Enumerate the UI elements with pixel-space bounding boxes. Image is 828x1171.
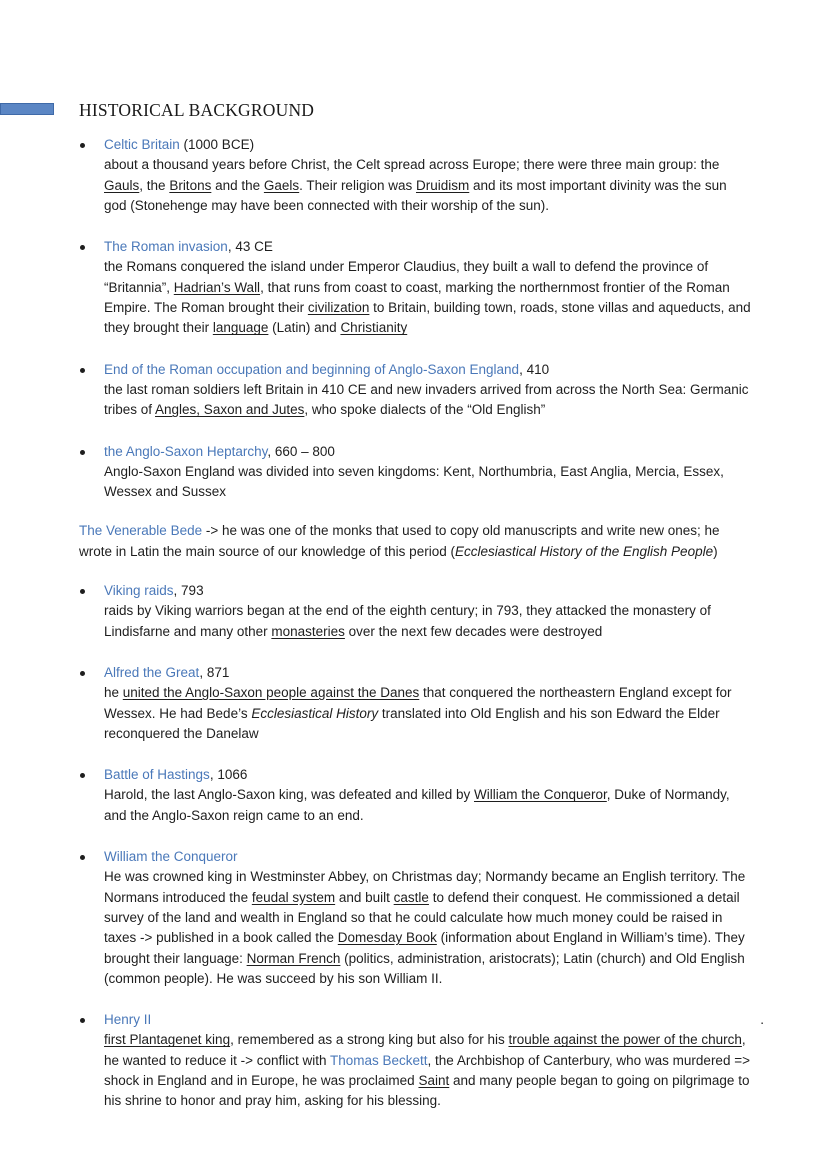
item-body: [104, 867, 751, 989]
item-body: [104, 462, 751, 503]
body-text: , remembered as a strong king but also for his: [230, 1032, 509, 1048]
body-text: and the: [211, 177, 264, 193]
list-item-celtic-britain: [79, 135, 751, 216]
list-item-battle-of-hastings: [79, 765, 751, 826]
underlined-term: feudal system: [251, 889, 336, 905]
underlined-term: castle: [393, 889, 429, 905]
item-title-line: [104, 663, 751, 683]
heading-marker: [0, 103, 54, 115]
item-title-line: [104, 135, 751, 155]
underlined-term: Angles, Saxon and Jutes: [155, 402, 305, 418]
body-text: about a thousand years before Christ, the Celt spread across Europe; there were three main group: the: [104, 157, 720, 173]
list-item-end-roman-occupation: [79, 360, 751, 421]
item-title: Henry II: [104, 1012, 152, 1028]
italic-title: Ecclesiastical History of the English People: [454, 543, 714, 559]
body-text: (information about England in William’s time). They brought their language:: [104, 930, 745, 966]
list-item-roman-invasion: [79, 237, 751, 338]
underlined-term: Gauls: [104, 177, 140, 193]
body-text: the Romans conquered the island under Emperor Claudius, they built a wall to defend the province of “Britannia”,: [104, 259, 709, 295]
underlined-term: Domesday Book: [337, 930, 437, 946]
bullet: [80, 245, 85, 250]
underlined-term: civilization: [307, 300, 370, 316]
underlined-term: united the Anglo-Saxon people against the Danes: [122, 685, 420, 701]
body-text: and its most important divinity was the sun god (Stonehenge may have been connected with their worship of the sun).: [104, 177, 727, 213]
underlined-term: first Plantagenet king: [104, 1032, 231, 1048]
body-text: (Latin) and: [268, 320, 341, 336]
item-body: [104, 257, 751, 338]
list-item-viking-raids: [79, 581, 751, 642]
body-text: and built: [335, 889, 394, 905]
body-text: He was crowned king in Westminster Abbey, on Christmas day; Normandy became an English territory. The Normans introduced the: [104, 869, 746, 905]
item-title-line: [104, 581, 751, 601]
bullet: [80, 671, 85, 676]
underlined-term: William the Conqueror: [473, 787, 607, 803]
item-body: [104, 785, 751, 826]
body-text: (politics, administration, aristocrats); Latin (church) and Old English (common people). He was succeed by his son William II.: [104, 950, 745, 986]
body-text: Anglo-Saxon England was divided into seven kingdoms: Kent, Northumbria, East Anglia, Mercia, Essex, Wessex and Sussex: [104, 463, 724, 500]
body-text: , Duke of Normandy, and the Anglo-Saxon reign came to an end.: [104, 787, 730, 823]
underlined-term: Saint: [418, 1072, 450, 1088]
bede-paragraph: [79, 521, 751, 562]
underlined-term: Hadrian’s Wall: [173, 279, 261, 295]
item-title-line: [104, 237, 751, 257]
item-date: , 871: [199, 664, 230, 680]
item-title: End of the Roman occupation and beginning of Anglo-Saxon England: [104, 361, 520, 377]
page-heading: HISTORICAL BACKGROUND: [79, 100, 315, 120]
italic-title: Ecclesiastical History: [251, 705, 379, 721]
item-date: , 660 – 800: [267, 443, 335, 459]
body-text: raids by Viking warriors began at the end of the eighth century; in 793, they attacked the monastery of Lindisfarne and many other: [104, 603, 711, 639]
item-body: [104, 601, 751, 642]
item-date: , 793: [173, 583, 204, 599]
item-body: [104, 683, 751, 744]
body-text: , he wanted to reduce it -> conflict with: [104, 1032, 746, 1068]
body-text: , the Archbishop of Canterbury, who was murdered => shock in England and in Europe, he was proclaimed: [104, 1052, 750, 1088]
underlined-term: trouble against the power of the church: [508, 1032, 742, 1048]
item-title: Alfred the Great: [104, 664, 200, 680]
item-title-line: [104, 1010, 751, 1030]
bede-title: The Venerable Bede: [79, 523, 203, 539]
item-title: The Roman invasion: [104, 239, 228, 255]
bullet: [80, 1018, 85, 1023]
bullet: [80, 368, 85, 373]
body-text: he: [104, 685, 123, 701]
body-text: , that runs from coast to coast, marking the northernmost frontier of the Roman Empire. The Roman brought their: [104, 279, 730, 316]
bullet: [80, 773, 85, 778]
item-title-line: [104, 442, 751, 462]
item-title: Battle of Hastings: [104, 767, 210, 783]
bullet: [80, 450, 85, 455]
item-body: [104, 155, 751, 216]
item-date: , 410: [519, 361, 550, 377]
underlined-term: monasteries: [271, 623, 345, 639]
body-text: to defend their conquest. He commissioned a detail survey of the land and wealth in England so that he could calculate how much money could be raised in taxes -> published in a book called the: [104, 889, 740, 946]
body-text: , who spoke dialects of the “Old English”: [304, 402, 546, 418]
item-date: , 43 CE: [227, 239, 273, 255]
item-title-line: [104, 765, 751, 785]
bullet: [80, 589, 85, 594]
body-text: translated into Old English and his son Edward the Elder reconquered the Danelaw: [104, 705, 720, 741]
underlined-term: Norman French: [246, 950, 341, 966]
underlined-term: Gaels: [263, 177, 300, 193]
underlined-term: Britons: [169, 177, 212, 193]
item-title: the Anglo-Saxon Heptarchy: [104, 443, 268, 459]
underlined-term: Druidism: [415, 177, 470, 193]
item-title: Viking raids: [104, 583, 174, 599]
item-date: (1000 BCE): [179, 137, 255, 152]
item-title: William the Conqueror: [104, 849, 238, 865]
body-text: -> he was one of the monks that used to copy old manuscripts and write new ones; he wrote in Latin the main source of our knowledge of this period (: [79, 523, 720, 559]
body-text: ): [713, 543, 718, 559]
item-title: Celtic Britain: [104, 137, 180, 152]
body-text: the last roman soldiers left Britain in 410 CE and new invaders arrived from across the North Sea: Germanic tribes of: [104, 381, 749, 418]
body-text: . Their religion was: [299, 177, 416, 193]
body-text: and many people began to going on pilgrimage to his shrine to honor and pray him, asking for his blessing.: [104, 1072, 750, 1109]
list-item-alfred-the-great: [79, 663, 751, 744]
highlighted-name: Thomas Beckett: [330, 1052, 428, 1068]
item-title-line: [104, 847, 751, 867]
item-body: [104, 1030, 751, 1111]
underlined-term: Christianity: [340, 320, 408, 336]
item-title-line: [104, 360, 751, 380]
list-item-heptarchy: [79, 442, 751, 503]
bullet: [80, 855, 85, 860]
stray-dot: .: [760, 1012, 764, 1028]
body-text: , the: [139, 177, 170, 193]
document-body: [79, 135, 764, 1133]
body-text: Harold, the last Anglo-Saxon king, was defeated and killed by: [104, 787, 474, 803]
underlined-term: language: [212, 320, 269, 336]
list-item-henry-ii: [79, 1010, 764, 1111]
bullet: [80, 143, 85, 148]
body-text: to Britain, building town, roads, stone villas and aqueducts, and they brought their: [104, 300, 751, 336]
body-text: that conquered the northeastern England except for Wessex. He had Bede’s: [104, 685, 732, 721]
item-body: [104, 380, 751, 421]
item-date: , 1066: [209, 767, 248, 783]
body-text: over the next few decades were destroyed: [344, 623, 603, 639]
list-item-william-the-conqueror: [79, 847, 751, 989]
